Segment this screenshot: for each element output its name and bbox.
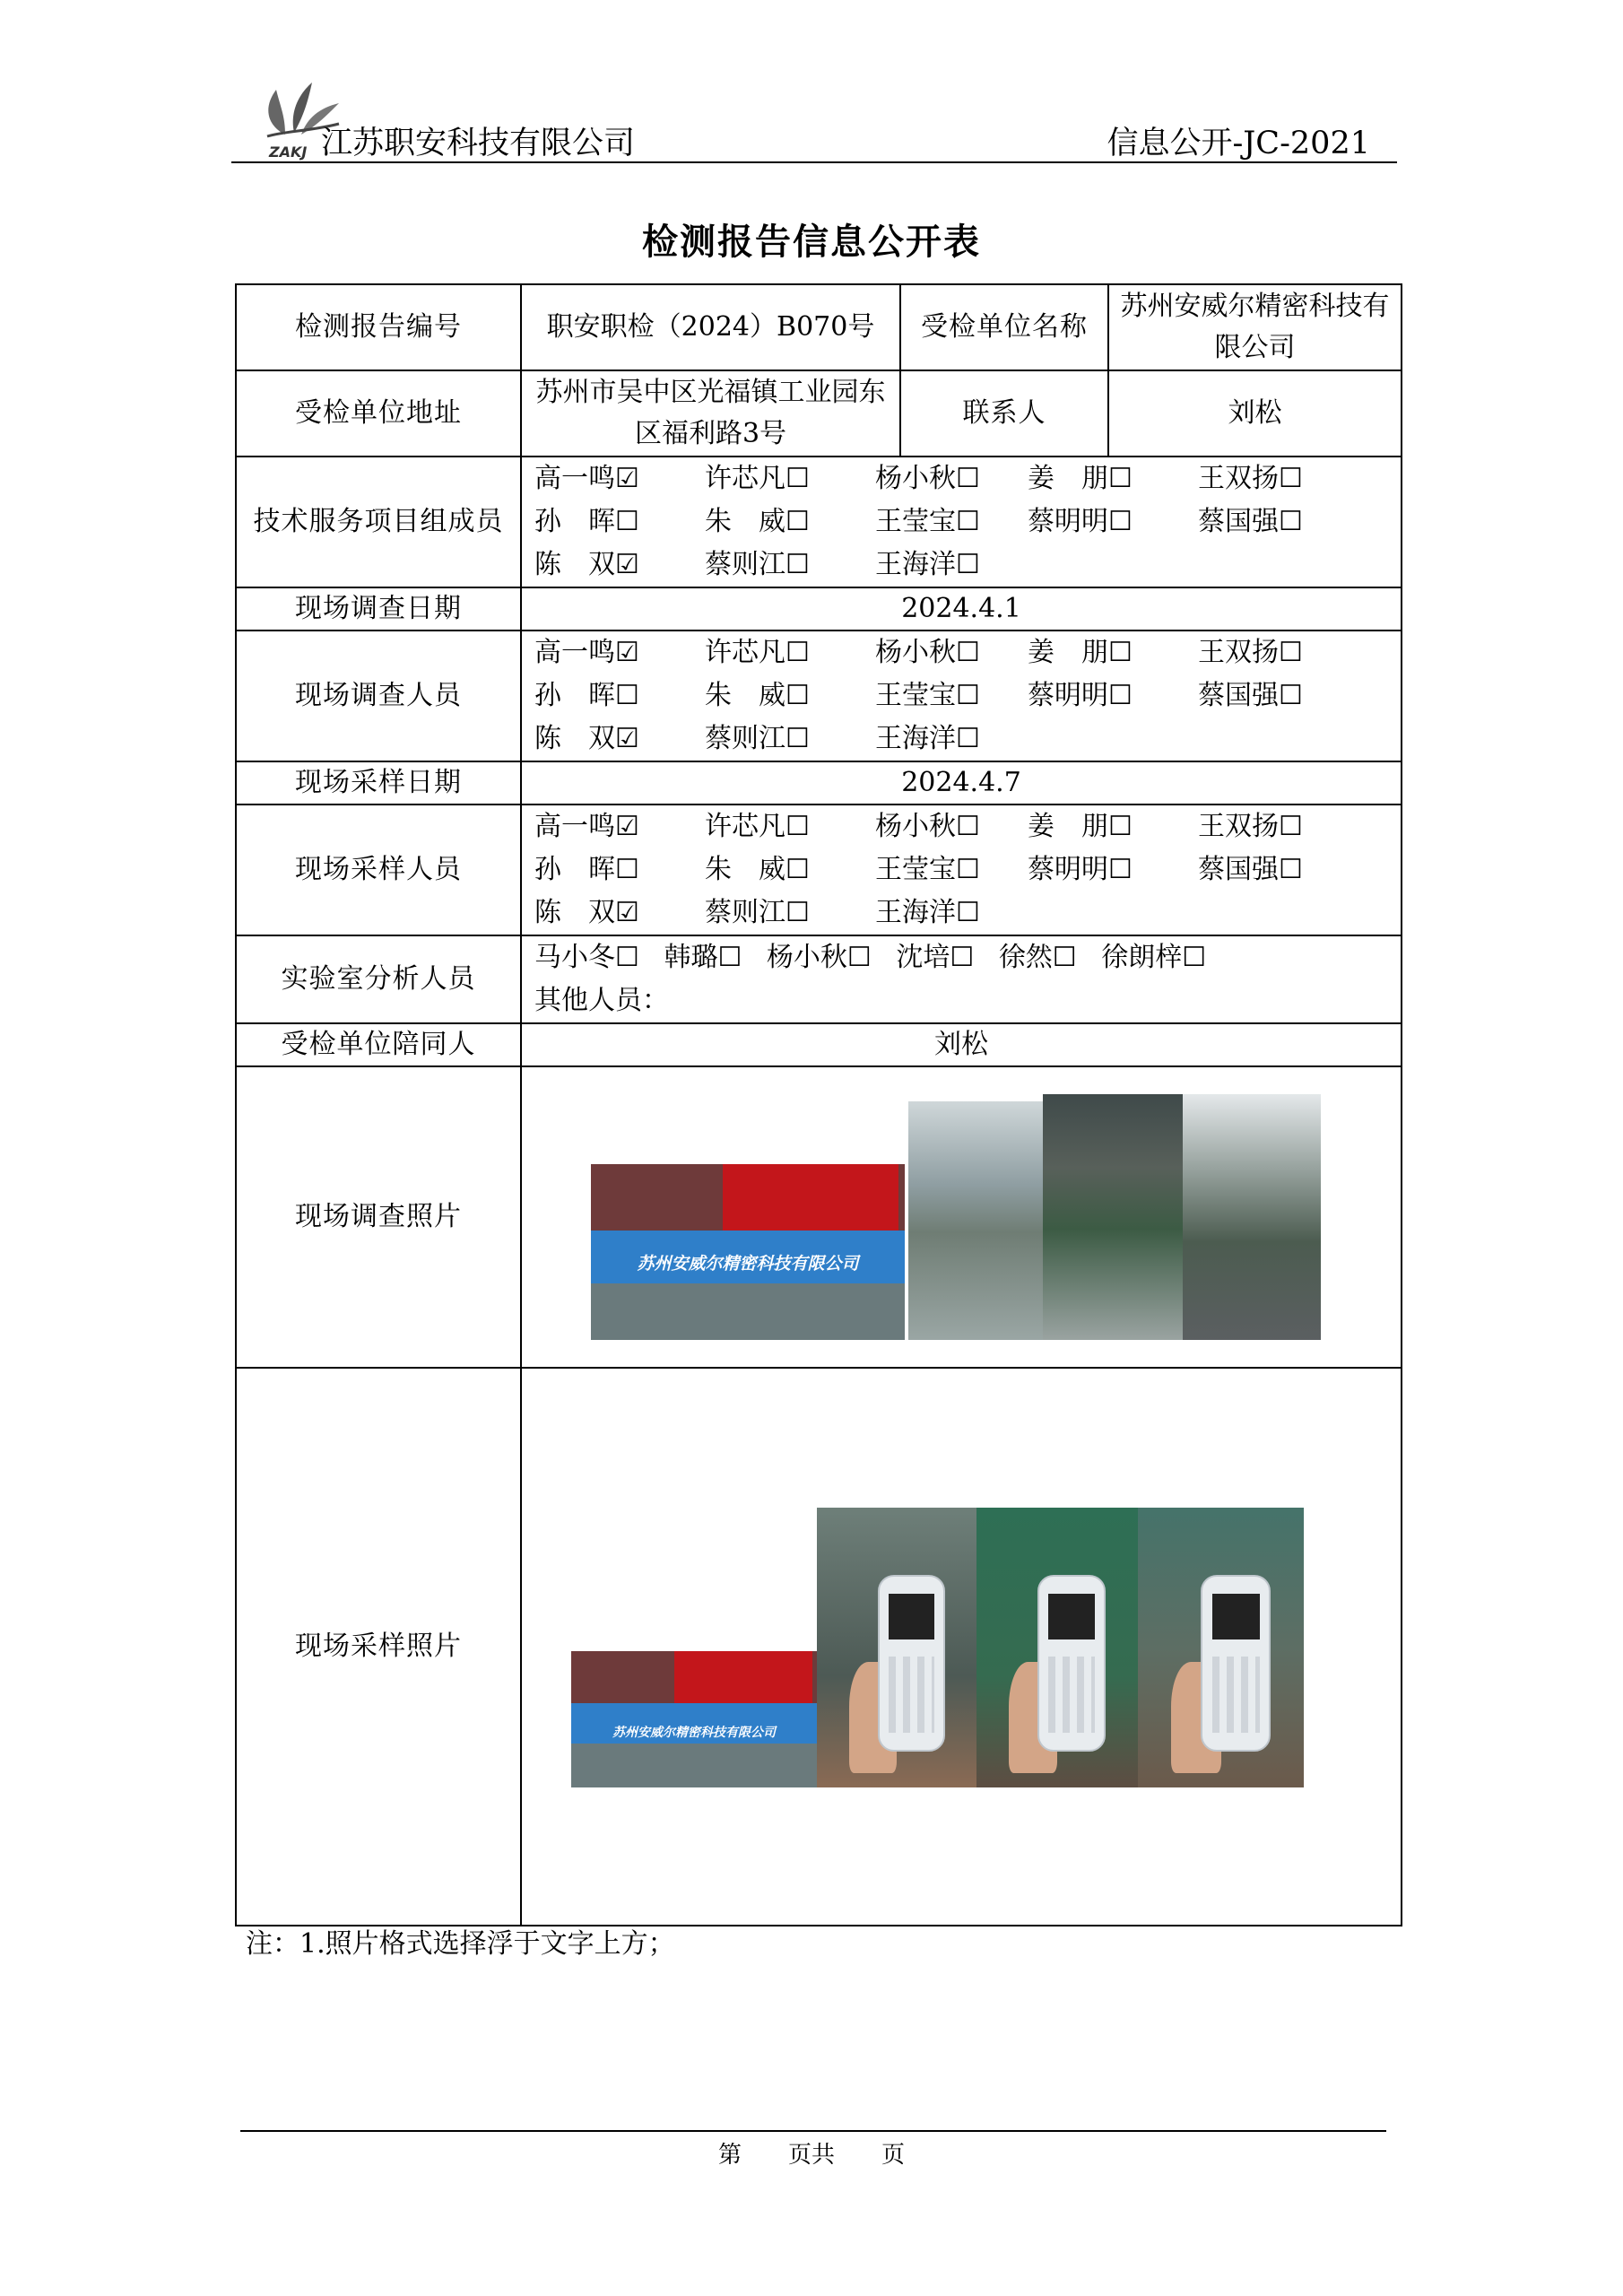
- table-row: [236, 804, 1402, 935]
- survey-date-value: 2024.4.1: [521, 587, 1402, 631]
- document-code: 信息公开-JC-2021: [1107, 126, 1370, 161]
- staff-item: 朱 威☐: [705, 854, 810, 885]
- staff-item: 蔡明明☐: [1028, 854, 1133, 885]
- unit-name-label: 受检单位名称: [900, 284, 1108, 370]
- staff-item: 许芯凡☐: [705, 637, 810, 668]
- staff-item: 蔡国强☐: [1198, 680, 1303, 711]
- staff-item: 王双扬☐: [1198, 637, 1303, 668]
- staff-item: 蔡国强☐: [1198, 506, 1303, 537]
- report-info-table: [235, 283, 1402, 1926]
- machine-photo: [1183, 1094, 1321, 1340]
- table-row: [236, 631, 1402, 761]
- page-header: [231, 63, 1397, 163]
- survey-staff-label: 现场调查人员: [236, 631, 521, 761]
- staff-item: 杨小秋☐: [875, 463, 980, 494]
- staff-item: 孙 晖☐: [534, 506, 639, 537]
- survey-photos-cell: [521, 1066, 1402, 1368]
- lab-staff-item: 徐朗梓☐: [1101, 942, 1207, 973]
- lab-staff-label: 实验室分析人员: [236, 935, 521, 1023]
- staff-item: 姜 朋☐: [1028, 637, 1133, 668]
- staff-item: 杨小秋☐: [875, 637, 980, 668]
- table-row: [236, 370, 1402, 457]
- sampling-staff-label: 现场采样人员: [236, 804, 521, 935]
- header-divider: [231, 161, 1397, 163]
- staff-item: 姜 朋☐: [1028, 463, 1133, 494]
- staff-item: 王海洋☐: [875, 723, 980, 754]
- staff-item: 陈 双☑: [534, 549, 639, 580]
- sound-meter-photo: [1138, 1508, 1304, 1787]
- unit-name-value: 苏州安威尔精密科技有限公司: [1108, 284, 1402, 370]
- table-row: [236, 761, 1402, 804]
- staff-item: 朱 威☐: [705, 506, 810, 537]
- lab-staff-item: 韩璐☐: [664, 942, 742, 973]
- survey-photos-label: 现场调查照片: [236, 1066, 521, 1368]
- svg-text:ZAKJ: ZAKJ: [269, 144, 308, 161]
- staff-item: 蔡明明☐: [1028, 506, 1133, 537]
- staff-item: 王莹宝☐: [875, 506, 980, 537]
- table-row: [236, 457, 1402, 587]
- lab-staff-item: 沈培☐: [896, 942, 975, 973]
- staff-item: 高一鸣☑: [534, 811, 639, 842]
- lab-others: 其他人员：: [534, 985, 669, 1016]
- company-name: 江苏职安科技有限公司: [321, 126, 636, 161]
- staff-item: 高一鸣☑: [534, 637, 639, 668]
- staff-item: 陈 双☑: [534, 897, 639, 928]
- staff-item: 蔡则江☐: [705, 723, 810, 754]
- staff-item: 蔡则江☐: [705, 549, 810, 580]
- team-checklist: [521, 457, 1402, 587]
- staff-item: 朱 威☐: [705, 680, 810, 711]
- staff-item: 王海洋☐: [875, 549, 980, 580]
- company-sign-photo: [571, 1651, 817, 1787]
- staff-item: 王莹宝☐: [875, 680, 980, 711]
- contact-label: 联系人: [900, 370, 1108, 457]
- sampling-date-value: 2024.4.7: [521, 761, 1402, 804]
- staff-item: 蔡国强☐: [1198, 854, 1303, 885]
- staff-item: 王莹宝☐: [875, 854, 980, 885]
- survey-staff-checklist: [521, 631, 1402, 761]
- sampling-photos-label: 现场采样照片: [236, 1368, 521, 1926]
- sign-text: 苏州安威尔精密科技有限公司: [637, 1254, 859, 1274]
- page-number: 第 页共 页: [717, 2142, 905, 2169]
- escort-label: 受检单位陪同人: [236, 1023, 521, 1066]
- report-no-value: 职安职检（2024）B070号: [521, 284, 900, 370]
- footnote: 注：1.照片格式选择浮于文字上方；: [246, 1928, 675, 1960]
- report-no-label: 检测报告编号: [236, 284, 521, 370]
- staff-item: 杨小秋☐: [875, 811, 980, 842]
- table-row: [236, 587, 1402, 631]
- staff-item: 陈 双☑: [534, 723, 639, 754]
- staff-item: 许芯凡☐: [705, 811, 810, 842]
- workshop-photo: [1043, 1094, 1183, 1340]
- lab-staff-item: 杨小秋☐: [766, 942, 872, 973]
- staff-item: 孙 晖☐: [534, 854, 639, 885]
- survey-date-label: 现场调查日期: [236, 587, 521, 631]
- table-row: [236, 935, 1402, 1023]
- lab-staff-item: 马小冬☐: [534, 942, 639, 973]
- staff-item: 高一鸣☑: [534, 463, 639, 494]
- table-row: [236, 284, 1402, 370]
- staff-item: 王海洋☐: [875, 897, 980, 928]
- staff-item: 许芯凡☐: [705, 463, 810, 494]
- contact-value: 刘松: [1108, 370, 1402, 457]
- staff-item: 王双扬☐: [1198, 463, 1303, 494]
- page-title: 检测报告信息公开表: [642, 221, 981, 263]
- table-row: [236, 1066, 1402, 1368]
- lab-staff-checklist: [521, 935, 1402, 1023]
- footer-divider: [240, 2130, 1386, 2132]
- sampling-photos-cell: [521, 1368, 1402, 1926]
- staff-item: 蔡则江☐: [705, 897, 810, 928]
- sampling-staff-checklist: [521, 804, 1402, 935]
- table-row: [236, 1368, 1402, 1926]
- sound-meter-photo: [817, 1508, 976, 1787]
- staff-item: 王双扬☐: [1198, 811, 1303, 842]
- staff-item: 姜 朋☐: [1028, 811, 1133, 842]
- workshop-photo: [908, 1101, 1043, 1340]
- sound-meter-photo: [976, 1508, 1138, 1787]
- sign-text: 苏州安威尔精密科技有限公司: [612, 1726, 776, 1741]
- team-label: 技术服务项目组成员: [236, 457, 521, 587]
- table-row: [236, 1023, 1402, 1066]
- staff-item: 孙 晖☐: [534, 680, 639, 711]
- address-value: 苏州市吴中区光福镇工业园东区福利路3号: [521, 370, 900, 457]
- sampling-date-label: 现场采样日期: [236, 761, 521, 804]
- lab-staff-item: 徐然☐: [998, 942, 1077, 973]
- escort-value: 刘松: [521, 1023, 1402, 1066]
- address-label: 受检单位地址: [236, 370, 521, 457]
- company-sign-photo: [591, 1164, 905, 1340]
- staff-item: 蔡明明☐: [1028, 680, 1133, 711]
